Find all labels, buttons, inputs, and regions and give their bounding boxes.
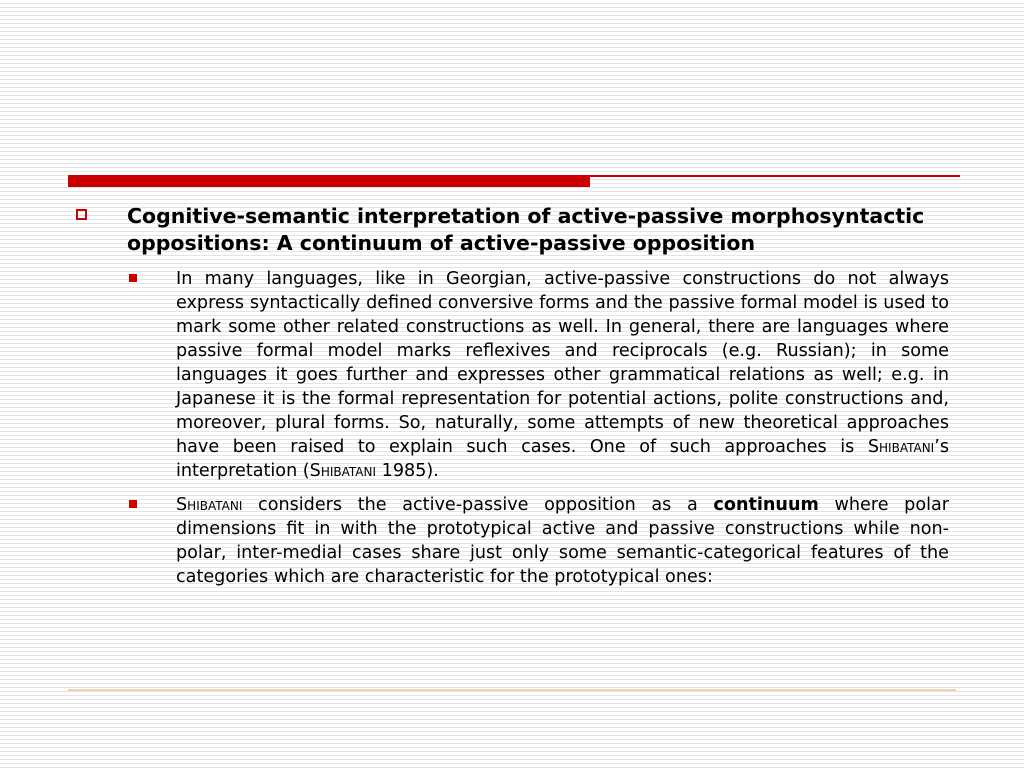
filled-square-bullet-icon [129, 500, 137, 508]
filled-square-bullet-icon [129, 274, 137, 282]
sub-bullet-2-text-end: where polar dimensions fit in with the prototypical active and passive constructions while non-polar, inter-medial cases share just only some semantic-categorical features of the categories which are characteristic for the prototypical ones: [176, 495, 949, 587]
slide-body [0, 203, 1024, 589]
author-name: Shibatani [176, 495, 243, 515]
author-name: Shibatani [867, 437, 935, 457]
footer-divider [68, 689, 956, 691]
hollow-square-bullet-icon [76, 209, 87, 220]
title-divider-thin [590, 175, 960, 177]
main-bullet-heading: Cognitive-semantic interpretation of active-passive morphosyntactic oppositions: A continuum of active-passive opposition [127, 204, 925, 255]
sub-bullet-2-text: considers the active-passive opposition as a [242, 495, 714, 515]
main-bullet [127, 203, 927, 257]
sub-bullet-1 [176, 267, 949, 483]
author-name-citation: Shibatani [309, 461, 377, 481]
sub-bullet-2 [176, 493, 949, 589]
title-divider [68, 175, 960, 189]
title-divider-thick [68, 175, 590, 187]
sub-bullet-1-text-mid: ’s interpretation ( [176, 437, 949, 481]
sub-bullet-1-text: In many languages, like in Georgian, active-passive constructions do not always express syntactically defined conversive forms and the passive formal model is used to mark some other related constructions as well. In general, there are languages where passive formal model marks reflexives and reciprocals (e.g. Russian); in some languages it goes further and expresses other grammatical relations as well; e.g. in Japanese it is the formal representation for potential actions, polite constructions and, moreover, plural forms. So, naturally, some attempts of new theoretical approaches have been raised to explain such cases. One of such approaches is [176, 269, 949, 457]
emphasis-continuum: continuum [713, 495, 819, 515]
sub-bullet-1-text-end: 1985). [376, 461, 439, 481]
